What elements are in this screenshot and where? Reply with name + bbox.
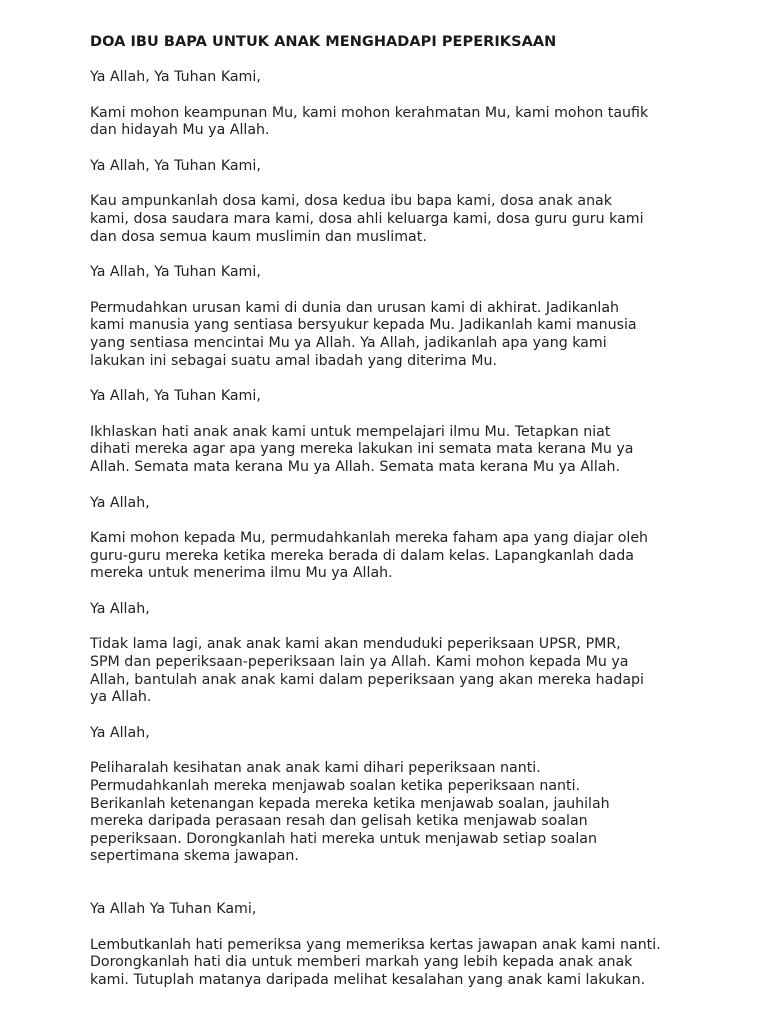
text-line: kami. Tutuplah matanya daripada melihat kesalahan yang anak kami lakukan. — [90, 971, 646, 988]
invocation-line — [90, 69, 678, 87]
text-line: peperiksaan. Dorongkanlah hati mereka untuk menjawab setiap soalan — [90, 830, 597, 847]
text-line: Ya Allah Ya Tuhan Kami, — [90, 901, 257, 917]
text-line: dan dosa semua kaum muslimin dan muslimat. — [90, 228, 427, 245]
invocation-line — [90, 901, 678, 919]
text-line: Kami mohon keampunan Mu, kami mohon kerahmatan Mu, kami mohon taufik — [90, 104, 649, 121]
text-line: Permudahkanlah mereka menjawab soalan ketika peperiksaan nanti. — [90, 778, 581, 795]
text-line: yang sentiasa mencintai Mu ya Allah. Ya Allah, jadikanlah apa yang kami — [90, 334, 607, 351]
text-line: Ya Allah, — [90, 724, 150, 741]
prayer-paragraph — [90, 105, 678, 140]
text-line: Allah, bantulah anak anak kami dalam peperiksaan yang akan mereka hadapi — [90, 671, 644, 688]
invocation-line — [90, 495, 678, 513]
prayer-paragraph — [90, 636, 678, 706]
text-line: Ikhlaskan hati anak anak kami untuk mempelajari ilmu Mu. Tetapkan niat — [90, 423, 611, 440]
text-line: kami, dosa saudara mara kami, dosa ahli keluarga kami, dosa guru guru kami — [90, 210, 644, 227]
text-line: Kau ampunkanlah dosa kami, dosa kedua ibu bapa kami, dosa anak anak — [90, 193, 612, 210]
prayer-paragraph — [90, 937, 678, 990]
text-line: Ya Allah, — [90, 600, 150, 617]
text-line: ya Allah. — [90, 689, 152, 706]
text-line: mereka untuk menerima ilmu Mu ya Allah. — [90, 565, 393, 582]
text-line: Berikanlah ketenangan kepada mereka ketika menjawab soalan, jauhilah — [90, 795, 610, 812]
text-line: Ya Allah, — [90, 494, 150, 511]
page-title: DOA IBU BAPA UNTUK ANAK MENGHADAPI PEPERIKSAAN — [90, 34, 557, 50]
text-line: Allah. Semata mata kerana Mu ya Allah. Semata mata kerana Mu ya Allah. — [90, 458, 620, 475]
prayer-paragraph — [90, 760, 678, 866]
text-line: Ya Allah, Ya Tuhan Kami, — [90, 157, 261, 174]
invocation-line — [90, 264, 678, 282]
text-line: Dorongkanlah hati dia untuk memberi markah yang lebih kepada anak anak — [90, 954, 633, 971]
text-line: guru-guru mereka ketika mereka berada di dalam kelas. Lapangkanlah dada — [90, 547, 634, 564]
document-body — [90, 69, 678, 989]
text-line: Ya Allah, Ya Tuhan Kami, — [90, 69, 261, 85]
text-line: Ya Allah, Ya Tuhan Kami, — [90, 388, 261, 405]
prayer-paragraph — [90, 530, 678, 583]
text-line: Permudahkan urusan kami di dunia dan urusan kami di akhirat. Jadikanlah — [90, 299, 620, 316]
text-line: dan hidayah Mu ya Allah. — [90, 122, 270, 139]
text-line: Lembutkanlah hati pemeriksa yang memeriksa kertas jawapan anak kami nanti. — [90, 936, 661, 953]
invocation-line — [90, 601, 678, 619]
text-line: lakukan ini sebagai suatu amal ibadah yang diterima Mu. — [90, 352, 497, 369]
invocation-line — [90, 725, 678, 743]
text-line: SPM dan peperiksaan-peperiksaan lain ya Allah. Kami mohon kepada Mu ya — [90, 654, 629, 671]
text-line: mereka daripada perasaan resah dan gelisah ketika menjawab soalan — [90, 813, 588, 830]
prayer-paragraph — [90, 424, 678, 477]
prayer-paragraph — [90, 300, 678, 370]
invocation-line — [90, 388, 678, 406]
text-line: dihati mereka agar apa yang mereka lakukan ini semata mata kerana Mu ya — [90, 441, 634, 458]
text-line: kami manusia yang sentiasa bersyukur kepada Mu. Jadikanlah kami manusia — [90, 317, 637, 334]
text-line: sepertimana skema jawapan. — [90, 848, 299, 865]
text-line: Peliharalah kesihatan anak anak kami dihari peperiksaan nanti. — [90, 760, 541, 777]
prayer-paragraph — [90, 193, 678, 246]
text-line: Ya Allah, Ya Tuhan Kami, — [90, 264, 261, 281]
text-line: Tidak lama lagi, anak anak kami akan menduduki peperiksaan UPSR, PMR, — [90, 636, 621, 653]
invocation-line — [90, 158, 678, 176]
text-line: Kami mohon kepada Mu, permudahkanlah mereka faham apa yang diajar oleh — [90, 530, 649, 547]
